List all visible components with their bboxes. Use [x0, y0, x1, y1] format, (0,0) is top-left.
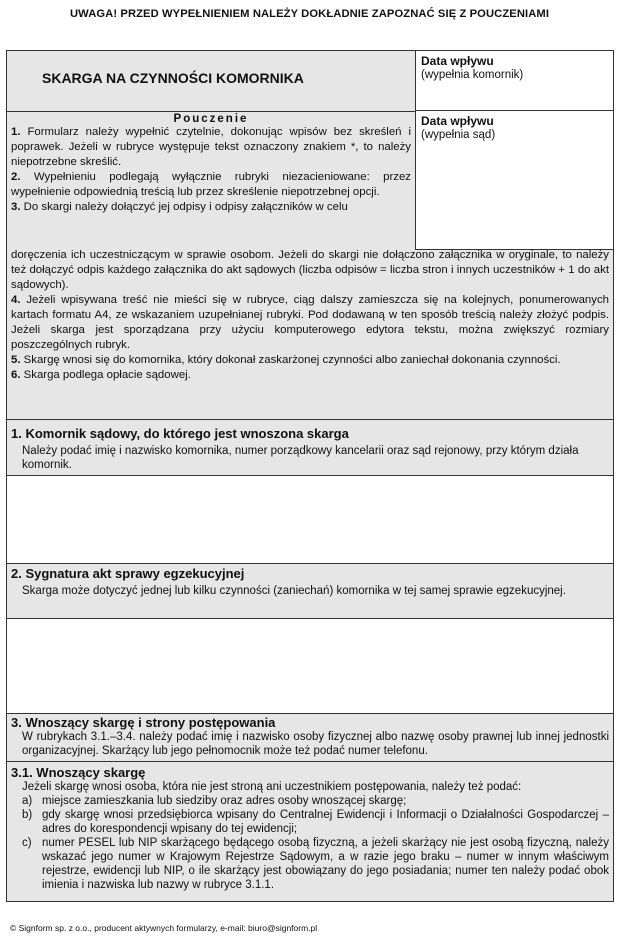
data-wplywu-sad-box[interactable]: [415, 110, 614, 250]
section2-title: 2. Sygnatura akt sprawy egzekucyjnej: [11, 566, 245, 581]
section3: [11, 715, 609, 758]
data-wplywu-komornik-sub: (wypełnia komornik): [421, 69, 524, 81]
section1: [11, 426, 609, 472]
pouczenie-upper: [11, 113, 411, 215]
list-item: c) numer PESEL lub NIP skarżącego będącego osobą fizyczną, a jeżeli skarżący nie jest osobą fizyczną, należy wskazać jego numer w Krajowym Rejestrze Sądowym, a w razie jego braku – numer w innym właściwym rejestrze, ewidencji lub NIP, o ile skarżący jest obowiązany do jego posiadania; numer ten należy podać obok imienia i nazwiska lub nazwy w rubryce 3.1.1.: [22, 837, 609, 891]
warning-header: UWAGA! PRZED WYPEŁNIENIEM NALEŻY DOKŁADNIE ZAPOZNAĆ SIĘ Z POUCZENIAMI: [69, 8, 550, 20]
data-wplywu-komornik-label: Data wpływu: [421, 54, 494, 68]
pouczenie-p3-line1: 3. Do skargi należy dołączyć jej odpisy i odpisy załączników w celu: [11, 201, 348, 213]
section3-title: 3. Wnoszący skargę i strony postępowania: [11, 715, 276, 730]
section2-input[interactable]: [7, 619, 613, 713]
section31-intro: Jeżeli skargę wnosi osoba, która nie jest stroną ani uczestnikiem postępowania, należy też podać:: [22, 781, 522, 793]
section1-title: 1. Komornik sądowy, do którego jest wnoszona skarga: [11, 426, 349, 441]
form-title: SKARGA NA CZYNNOŚCI KOMORNIKA: [42, 70, 304, 86]
section31-list: [11, 794, 609, 892]
pouczenie-p4: 4. Jeżeli wpisywana treść nie mieści się w rubryce, ciąg dalszy zamieszcza się na kolejnych, ponumerowanych kartach formatu A4, ze wskazaniem uzupełnianej rubryki. Pod dodawaną w ten sposób treścią należy złożyć podpis. Jeżeli skarga jest sporządzana przy użyciu komputerowego edytora tekstu, można zwiększyć rozmiary poszczególnych rubryk.: [11, 294, 609, 351]
data-wplywu-sad-label: Data wpływu: [421, 114, 494, 128]
pouczenie-heading: Pouczenie: [173, 113, 249, 125]
pouczenie-p5: 5. Skargę wnosi się do komornika, który dokonał zaskarżonej czynności albo zaniechał dokonania czynności.: [11, 354, 561, 366]
section31: [11, 765, 609, 892]
list-item: b) gdy skargę wnosi przedsiębiorca wpisany do Centralnej Ewidencji i Informacji o Działalności Gospodarczej – adres do korespondencji wpisany do tej ewidencji;: [22, 809, 609, 835]
section3-desc: W rubrykach 3.1.–3.4. należy podać imię i nazwisko osoby fizycznej albo nazwę osoby prawnej lub innej jednostki organizacyjnej. Skarżący lub jego pełnomocnik może też podać numer telefonu.: [22, 731, 609, 757]
footer-copyright: © Signform sp. z o.o., producent aktywnych formularzy, e-mail: biuro@signform.pl: [10, 923, 318, 933]
pouczenie-p6: 6. Skarga podlega opłacie sądowej.: [11, 369, 191, 381]
section2: [11, 566, 609, 598]
section1-desc: Należy podać imię i nazwisko komornika, numer porządkowy kancelarii oraz sąd rejonowy, przy którym działa komornik.: [22, 445, 579, 471]
pouczenie-p3: doręczenia ich uczestniczącym w sprawie osobom. Jeżeli do skargi nie dołączono załącznika w oryginale, to należy też dołączyć odpis każdego załącznika do akt sądowych (liczba odpisów = liczba stron i innych uczestników + 1 do akt sądowych).: [11, 249, 609, 291]
section2-desc: Skarga może dotyczyć jednej lub kilku czynności (zaniechań) komornika w tej samej sprawie egzekucyjnej.: [22, 585, 566, 597]
pouczenie-p2: 2. Wypełnieniu podlegają wyłącznie rubryki niezacieniowane: przez wypełnienie odpowiednią treścią lub przez skreślenie niepotrzebnej opcji.: [11, 171, 411, 198]
pouczenie-p1: 1. Formularz należy wypełnić czytelnie, dokonując wpisów bez skreśleń i poprawek. Jeżeli w rubryce występuje tekst oznaczony znakiem *, to należy niepotrzebne skreślić.: [11, 126, 411, 168]
section31-title: 3.1. Wnoszący skargę: [11, 765, 146, 780]
data-wplywu-komornik-box[interactable]: [415, 50, 614, 111]
data-wplywu-sad-sub: (wypełnia sąd): [421, 129, 496, 141]
section1-input[interactable]: [7, 476, 613, 563]
list-item: a) miejsce zamieszkania lub siedziby oraz adres osoby wnoszącej skargę;: [22, 795, 407, 807]
pouczenie-lower: [11, 248, 609, 383]
